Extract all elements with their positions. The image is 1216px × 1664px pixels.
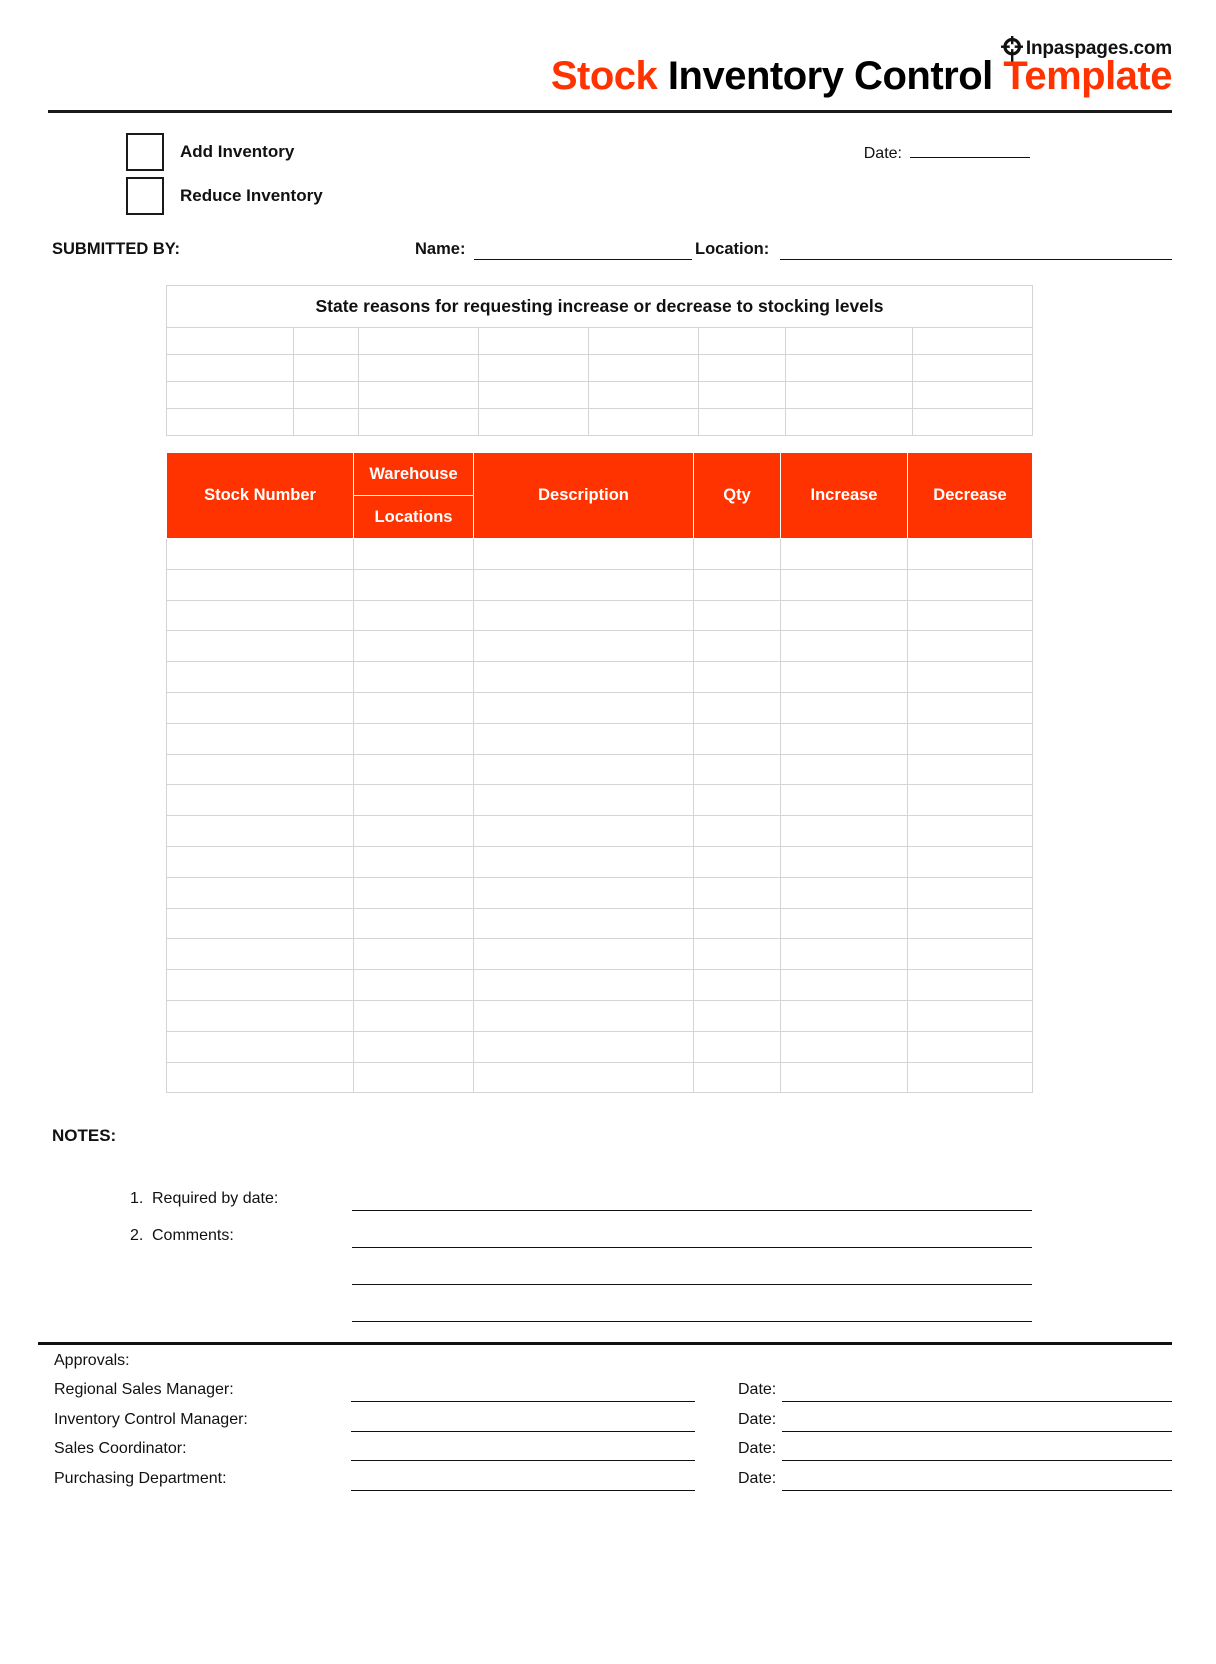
stock-cell[interactable] <box>781 569 908 600</box>
stock-cell[interactable] <box>474 1031 694 1062</box>
stock-cell[interactable] <box>354 662 474 693</box>
reasons-row <box>167 409 1033 436</box>
approval-date-label: Date: <box>738 1381 777 1398</box>
stock-cell[interactable] <box>781 539 908 570</box>
table-row <box>167 846 1033 877</box>
stock-cell[interactable] <box>908 692 1033 723</box>
reasons-cell[interactable] <box>699 328 786 355</box>
reasons-cell[interactable] <box>699 382 786 409</box>
stock-cell[interactable] <box>694 1031 781 1062</box>
location-label: Location: <box>695 240 770 258</box>
stock-cell[interactable] <box>167 877 354 908</box>
stock-cell[interactable] <box>354 600 474 631</box>
approval-role-label: Purchasing Department: <box>54 1469 227 1487</box>
stock-cell[interactable] <box>781 1062 908 1093</box>
note-item-2 <box>130 1227 234 1245</box>
approval-date-label: Date: <box>738 1440 777 1457</box>
reasons-table <box>166 285 1033 436</box>
stock-cell[interactable] <box>694 754 781 785</box>
table-row <box>167 1062 1033 1093</box>
stock-cell[interactable] <box>167 1000 354 1031</box>
reasons-cell[interactable] <box>589 355 699 382</box>
stock-cell[interactable] <box>781 662 908 693</box>
stock-cell[interactable] <box>694 785 781 816</box>
reasons-cell[interactable] <box>167 328 294 355</box>
reasons-cell[interactable] <box>359 328 479 355</box>
reasons-cell[interactable] <box>359 382 479 409</box>
reasons-cell[interactable] <box>479 355 589 382</box>
stock-cell[interactable] <box>167 692 354 723</box>
stock-cell[interactable] <box>354 908 474 939</box>
stock-cell[interactable] <box>354 692 474 723</box>
stock-cell[interactable] <box>781 846 908 877</box>
stock-cell[interactable] <box>167 970 354 1001</box>
col-header-locations: Locations <box>354 496 474 539</box>
stock-cell[interactable] <box>474 816 694 847</box>
approval-date-input[interactable] <box>782 1460 1172 1461</box>
table-row <box>167 785 1033 816</box>
col-header-decrease: Decrease <box>908 453 1033 539</box>
approval-signature-input[interactable] <box>351 1490 695 1491</box>
stock-cell[interactable] <box>167 754 354 785</box>
title-part-1: Stock <box>550 54 668 98</box>
stock-cell[interactable] <box>354 631 474 662</box>
table-row <box>167 939 1033 970</box>
stock-cell[interactable] <box>354 569 474 600</box>
table-row <box>167 662 1033 693</box>
reasons-cell[interactable] <box>699 355 786 382</box>
stock-cell[interactable] <box>694 908 781 939</box>
stock-cell[interactable] <box>474 600 694 631</box>
note-1-input[interactable] <box>352 1210 1032 1211</box>
reasons-cell[interactable] <box>913 409 1033 436</box>
name-label: Name: <box>415 240 466 258</box>
stock-cell[interactable] <box>354 785 474 816</box>
table-row <box>167 816 1033 847</box>
table-row <box>167 723 1033 754</box>
note-extra-line-2[interactable] <box>352 1321 1032 1322</box>
stock-table-body <box>167 539 1033 1093</box>
stock-cell[interactable] <box>908 908 1033 939</box>
note-1-label: Required by date: <box>152 1190 279 1207</box>
stock-cell[interactable] <box>694 1062 781 1093</box>
stock-cell[interactable] <box>354 723 474 754</box>
stock-cell[interactable] <box>781 816 908 847</box>
stock-cell[interactable] <box>354 1062 474 1093</box>
reasons-cell[interactable] <box>786 382 913 409</box>
reasons-cell[interactable] <box>913 328 1033 355</box>
header-date-input[interactable] <box>910 144 1030 158</box>
brand-name: Inpaspages.com <box>1025 38 1172 59</box>
stock-cell[interactable] <box>908 631 1033 662</box>
stock-cell[interactable] <box>908 1062 1033 1093</box>
reasons-cell[interactable] <box>786 409 913 436</box>
stock-cell[interactable] <box>167 631 354 662</box>
col-header-qty: Qty <box>694 453 781 539</box>
approval-role-label: Regional Sales Manager: <box>54 1381 234 1398</box>
stock-cell[interactable] <box>474 1062 694 1093</box>
reasons-cell[interactable] <box>294 382 359 409</box>
reasons-cell[interactable] <box>167 409 294 436</box>
stock-cell[interactable] <box>908 569 1033 600</box>
stock-cell[interactable] <box>694 816 781 847</box>
table-row <box>167 754 1033 785</box>
stock-cell[interactable] <box>167 1031 354 1062</box>
stock-cell[interactable] <box>781 939 908 970</box>
reasons-cell[interactable] <box>479 409 589 436</box>
reasons-cell[interactable] <box>294 328 359 355</box>
stock-cell[interactable] <box>781 600 908 631</box>
stock-cell[interactable] <box>167 816 354 847</box>
stock-cell[interactable] <box>354 877 474 908</box>
stock-cell[interactable] <box>354 539 474 570</box>
stock-cell[interactable] <box>474 754 694 785</box>
stock-cell[interactable] <box>167 1062 354 1093</box>
stock-cell[interactable] <box>474 631 694 662</box>
approval-role-label: Sales Coordinator: <box>54 1440 187 1457</box>
stock-cell[interactable] <box>354 846 474 877</box>
table-row <box>167 600 1033 631</box>
stock-cell[interactable] <box>781 692 908 723</box>
stock-cell[interactable] <box>908 1031 1033 1062</box>
stock-cell[interactable] <box>167 939 354 970</box>
submitted-by-row <box>52 240 1172 264</box>
stock-cell[interactable] <box>474 539 694 570</box>
reduce-inventory-label: Reduce Inventory <box>180 186 323 205</box>
stock-cell[interactable] <box>167 723 354 754</box>
stock-cell[interactable] <box>167 662 354 693</box>
stock-cell[interactable] <box>908 600 1033 631</box>
reasons-header-row <box>167 286 1033 328</box>
stock-cell[interactable] <box>354 1031 474 1062</box>
stock-cell[interactable] <box>908 662 1033 693</box>
stock-cell[interactable] <box>167 539 354 570</box>
reasons-cell[interactable] <box>294 409 359 436</box>
stock-cell[interactable] <box>474 939 694 970</box>
title-divider <box>48 110 1172 113</box>
table-row <box>167 539 1033 570</box>
reasons-row <box>167 382 1033 409</box>
note-2-input[interactable] <box>352 1247 1032 1248</box>
approval-signature-input[interactable] <box>351 1431 695 1432</box>
table-row <box>167 908 1033 939</box>
stock-cell[interactable] <box>908 785 1033 816</box>
reasons-cell[interactable] <box>913 382 1033 409</box>
note-extra-line-1[interactable] <box>352 1284 1032 1285</box>
stock-cell[interactable] <box>474 723 694 754</box>
stock-cell[interactable] <box>908 723 1033 754</box>
header-date-field[interactable] <box>864 144 1030 163</box>
reasons-cell[interactable] <box>913 355 1033 382</box>
note-1-number: 1. <box>130 1190 144 1207</box>
stock-cell[interactable] <box>781 631 908 662</box>
stock-cell[interactable] <box>474 846 694 877</box>
stock-cell[interactable] <box>781 877 908 908</box>
col-header-increase: Increase <box>781 453 908 539</box>
approvals-divider <box>38 1342 1172 1345</box>
checkbox-row-add-inventory[interactable] <box>126 133 294 171</box>
stock-cell[interactable] <box>694 723 781 754</box>
stock-cell[interactable] <box>694 877 781 908</box>
stock-cell[interactable] <box>694 846 781 877</box>
table-row <box>167 692 1033 723</box>
stock-cell[interactable] <box>694 1000 781 1031</box>
reasons-cell[interactable] <box>167 355 294 382</box>
reasons-row <box>167 328 1033 355</box>
stock-cell[interactable] <box>167 908 354 939</box>
page-title <box>48 56 1172 96</box>
stock-cell[interactable] <box>474 785 694 816</box>
stock-cell[interactable] <box>694 600 781 631</box>
table-row <box>167 877 1033 908</box>
stock-cell[interactable] <box>694 939 781 970</box>
approval-date-input[interactable] <box>782 1431 1172 1432</box>
stock-cell[interactable] <box>694 631 781 662</box>
add-inventory-checkbox[interactable] <box>126 133 164 171</box>
reasons-cell[interactable] <box>589 328 699 355</box>
note-item-1 <box>130 1190 278 1208</box>
table-row <box>167 631 1033 662</box>
approval-date-label: Date: <box>738 1469 777 1487</box>
reasons-cell[interactable] <box>359 355 479 382</box>
submitted-by-label: SUBMITTED BY: <box>52 240 181 258</box>
stock-cell[interactable] <box>167 785 354 816</box>
stock-cell[interactable] <box>694 569 781 600</box>
reasons-cell[interactable] <box>167 382 294 409</box>
reasons-cell[interactable] <box>589 409 699 436</box>
stock-cell[interactable] <box>781 908 908 939</box>
stock-cell[interactable] <box>474 662 694 693</box>
col-header-warehouse: Warehouse <box>354 453 474 496</box>
reasons-row <box>167 355 1033 382</box>
reasons-cell[interactable] <box>699 409 786 436</box>
stock-cell[interactable] <box>781 1000 908 1031</box>
stock-cell[interactable] <box>908 970 1033 1001</box>
note-2-label: Comments: <box>152 1227 234 1244</box>
table-row <box>167 970 1033 1001</box>
stock-cell[interactable] <box>908 1000 1033 1031</box>
approval-date-label: Date: <box>738 1410 777 1428</box>
reasons-cell[interactable] <box>359 409 479 436</box>
reasons-cell[interactable] <box>479 382 589 409</box>
approval-row <box>54 1411 1172 1439</box>
stock-cell[interactable] <box>781 785 908 816</box>
stock-cell[interactable] <box>694 692 781 723</box>
checkbox-row-reduce-inventory[interactable] <box>126 177 323 215</box>
reduce-inventory-checkbox[interactable] <box>126 177 164 215</box>
stock-cell[interactable] <box>474 970 694 1001</box>
approval-signature-input[interactable] <box>351 1401 695 1402</box>
approval-date-input[interactable] <box>782 1490 1172 1491</box>
stock-cell[interactable] <box>908 539 1033 570</box>
table-row <box>167 1000 1033 1031</box>
approval-row <box>54 1470 1172 1498</box>
stock-cell[interactable] <box>474 877 694 908</box>
stock-cell[interactable] <box>167 569 354 600</box>
stock-cell[interactable] <box>908 816 1033 847</box>
table-row <box>167 1031 1033 1062</box>
stock-inventory-table <box>166 452 1033 1093</box>
stock-cell[interactable] <box>908 754 1033 785</box>
approval-row <box>54 1440 1172 1468</box>
stock-cell[interactable] <box>908 877 1033 908</box>
stock-cell[interactable] <box>474 1000 694 1031</box>
stock-cell[interactable] <box>474 569 694 600</box>
reasons-cell[interactable] <box>589 382 699 409</box>
stock-cell[interactable] <box>167 846 354 877</box>
reasons-header-text: State reasons for requesting increase or decrease to stocking levels <box>167 286 1033 328</box>
stock-cell[interactable] <box>781 970 908 1001</box>
stock-cell[interactable] <box>474 692 694 723</box>
stock-header-row-1 <box>167 453 1033 496</box>
stock-cell[interactable] <box>781 1031 908 1062</box>
stock-cell[interactable] <box>354 754 474 785</box>
stock-cell[interactable] <box>354 970 474 1001</box>
stock-cell[interactable] <box>354 1000 474 1031</box>
stock-cell[interactable] <box>694 970 781 1001</box>
add-inventory-label: Add Inventory <box>180 142 295 161</box>
approval-signature-input[interactable] <box>351 1460 695 1461</box>
col-header-description: Description <box>474 453 694 539</box>
stock-cell[interactable] <box>908 846 1033 877</box>
note-2-number: 2. <box>130 1227 144 1244</box>
approval-row <box>54 1381 1172 1409</box>
stock-table-head <box>167 453 1033 539</box>
stock-cell[interactable] <box>908 939 1033 970</box>
stock-cell[interactable] <box>781 723 908 754</box>
header-date-label: Date: <box>863 145 902 162</box>
title-part-2: Inventory Control <box>667 54 1004 98</box>
title-part-3: Template <box>1003 54 1172 98</box>
notes-title: NOTES: <box>52 1126 117 1145</box>
stock-cell[interactable] <box>781 754 908 785</box>
stock-cell[interactable] <box>167 600 354 631</box>
approvals-title: Approvals: <box>54 1352 130 1369</box>
approval-role-label: Inventory Control Manager: <box>54 1410 248 1428</box>
stock-cell[interactable] <box>474 908 694 939</box>
location-input[interactable] <box>780 259 1172 260</box>
approval-date-input[interactable] <box>782 1401 1172 1402</box>
reasons-cell[interactable] <box>294 355 359 382</box>
reasons-cell[interactable] <box>786 328 913 355</box>
stock-cell[interactable] <box>694 662 781 693</box>
reasons-cell[interactable] <box>786 355 913 382</box>
table-row <box>167 569 1033 600</box>
name-input[interactable] <box>474 259 692 260</box>
stock-cell[interactable] <box>354 816 474 847</box>
reasons-cell[interactable] <box>479 328 589 355</box>
col-header-stock-number: Stock Number <box>167 453 354 539</box>
stock-cell[interactable] <box>694 539 781 570</box>
stock-cell[interactable] <box>354 939 474 970</box>
